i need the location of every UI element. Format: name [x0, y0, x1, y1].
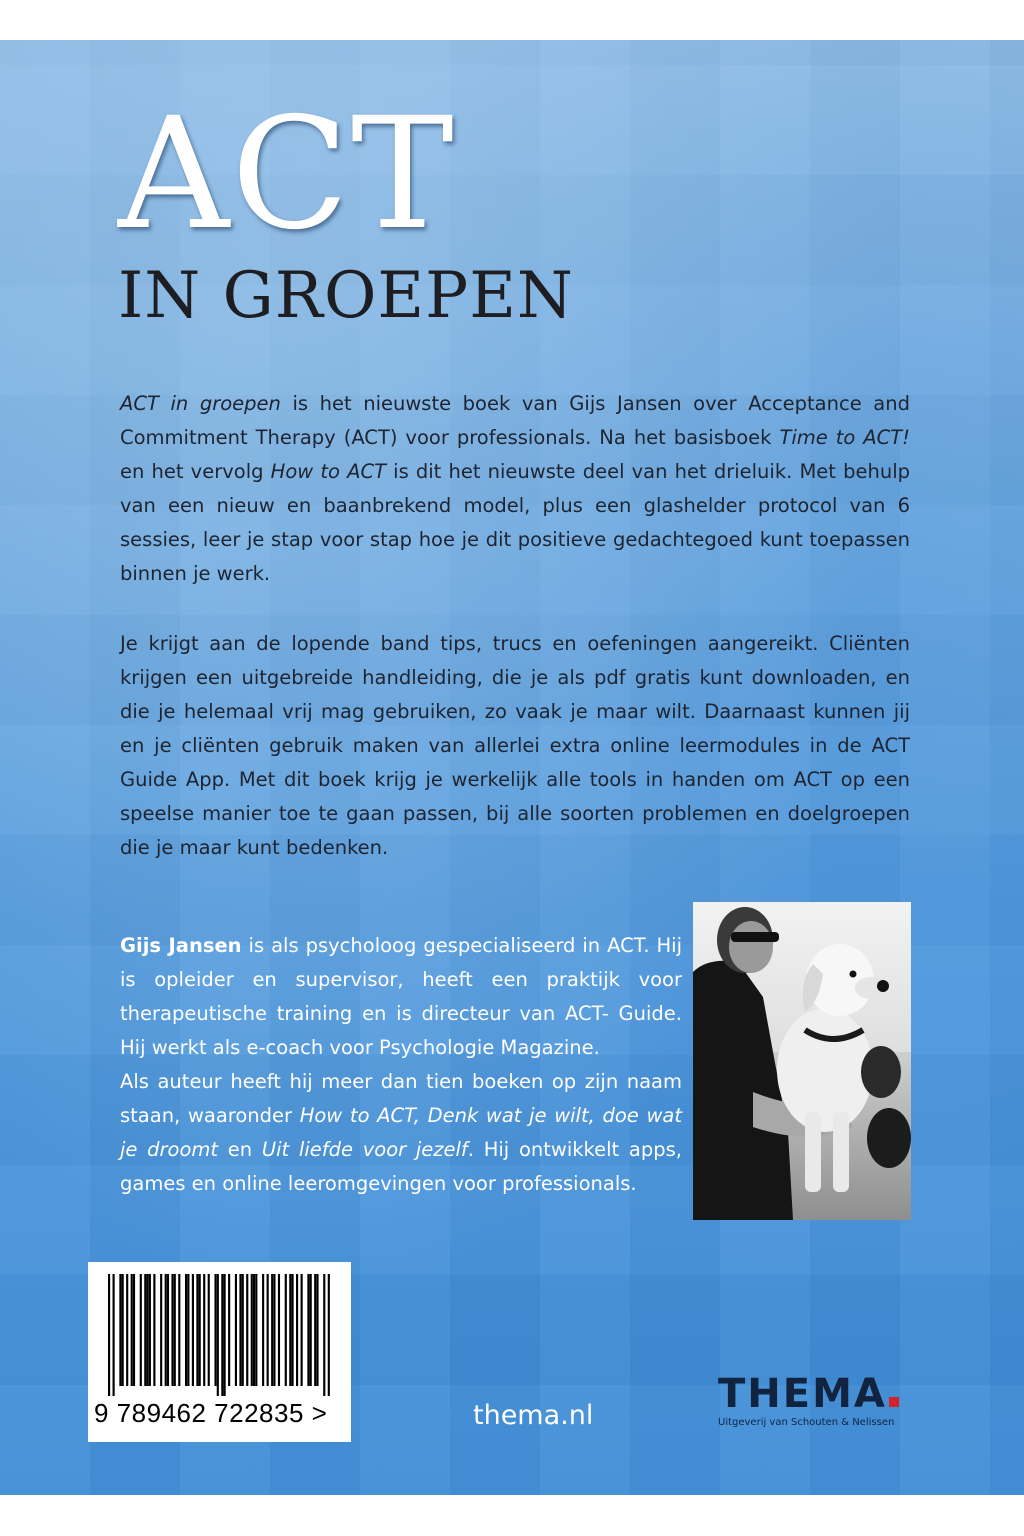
description-paragraph-2: Je krijgt aan de lopende band tips, trucs en oefeningen aangereikt. Cliënten krijgen een uitgebreide handleiding, die je als pdf gratis kunt downloaden, en die je helemaal vrij mag gebruiken, zo vaak je maar wilt. Daarnaast kunnen jij en je cliënten gebruik maken van allerlei extra online leermodules in de ACT Guide App. Met dit boek krijg je werkelijk alle tools in handen om ACT op een speelse manier toe te gaan passen, bij alle soorten problemen en doelgroepen die je maar kunt bedenken. [120, 632, 910, 859]
author-bio-text-b: Als auteur heeft hij meer dan tien boeken op zijn naam staan, waaronder [120, 1070, 682, 1127]
barcode-bar [199, 1274, 201, 1386]
cover-subtitle: IN GROEPEN [118, 259, 574, 333]
barcode-bar [323, 1274, 325, 1396]
barcode-bar [316, 1274, 318, 1386]
barcode-bar [144, 1274, 146, 1386]
barcode-bar [196, 1274, 198, 1386]
paragraph-1-text-b: en het vervolg [120, 460, 271, 483]
book-title-time-to-act: Time to ACT! [779, 426, 910, 449]
barcode-bar [291, 1274, 293, 1386]
barcode-bar [301, 1274, 303, 1386]
barcode-bar [171, 1274, 173, 1386]
barcode-bar [178, 1274, 180, 1386]
description-paragraph-1 [120, 387, 910, 591]
barcode-bar [246, 1274, 248, 1386]
barcode-bar [271, 1274, 273, 1386]
barcode-bar [307, 1274, 309, 1386]
barcode [88, 1262, 351, 1442]
author-bio-text-a: is als psycholoog gespecialiseerd in ACT. Hij is opleider en supervisor, heeft een praktijk voor therapeutische training en is directeur van ACT- Guide. Hij werkt als e-coach voor Psychologie Magazine. [120, 934, 682, 1059]
author-name: Gijs Jansen [120, 934, 242, 957]
cover-title: ACT [118, 85, 456, 264]
barcode-bar [122, 1274, 124, 1386]
barcode-bar [296, 1274, 298, 1386]
publisher-name: THEMA [718, 1371, 887, 1417]
barcode-bar [208, 1274, 210, 1386]
barcode-bar [149, 1274, 151, 1386]
author-book-title-2: Uit liefde voor jezelf [261, 1138, 468, 1161]
barcode-bar [153, 1274, 155, 1386]
barcode-bar [113, 1274, 115, 1396]
author-photo-illustration [693, 902, 911, 1220]
barcode-bar [253, 1274, 255, 1386]
author-bio [120, 929, 682, 1201]
barcode-bar [203, 1274, 205, 1386]
barcode-bar [310, 1274, 312, 1386]
barcode-bar [314, 1274, 316, 1386]
author-book-titles-1: How to ACT, Denk wat je wilt, doe wat je droomt [120, 1104, 683, 1161]
barcode-bar [255, 1274, 257, 1386]
barcode-bar [187, 1274, 189, 1386]
barcode-bar [167, 1274, 169, 1386]
barcode-bar [160, 1274, 162, 1386]
barcode-bar [273, 1274, 275, 1386]
author-with-dog-photo [693, 902, 911, 1220]
author-bio-text-c: en [218, 1138, 262, 1161]
barcode-bar [192, 1274, 194, 1386]
barcode-bar [140, 1274, 142, 1386]
barcode-bar [285, 1274, 287, 1386]
logo-dot-icon [889, 1397, 899, 1407]
publisher-website: thema.nl [473, 1400, 594, 1431]
barcode-bar [217, 1274, 219, 1396]
barcode-bar [278, 1274, 280, 1386]
book-title-how-to-act: How to ACT [270, 460, 386, 483]
barcode-bar [108, 1274, 110, 1396]
paragraph-1-text-a: is het nieuwste boek van Gijs Jansen over Acceptance and Commitment Therapy (ACT) voor professionals. Na het basisboek [120, 392, 910, 449]
barcode-bar [165, 1274, 167, 1386]
barcode-bar [214, 1274, 216, 1386]
barcode-bar [221, 1274, 223, 1396]
barcode-bar [131, 1274, 133, 1386]
barcode-bar [126, 1274, 128, 1386]
isbn-number: 9 789462 722835 > [94, 1398, 328, 1428]
barcode-bar [251, 1274, 253, 1386]
publisher-logo [718, 1371, 928, 1428]
barcode-bar [239, 1274, 241, 1386]
barcode-bar [328, 1274, 330, 1396]
barcode-bar [133, 1274, 135, 1386]
book-title-italic: ACT in groepen [120, 392, 281, 415]
barcode-bar [119, 1274, 121, 1386]
barcode-bar [174, 1274, 176, 1386]
barcode-bar [224, 1274, 226, 1396]
barcode-bar [228, 1274, 230, 1386]
barcode-bar [289, 1274, 291, 1386]
book-back-cover [0, 40, 1024, 1495]
paragraph-1-text-c: is dit het nieuwste deel van het drieluik. Met behulp van een nieuw en baanbrekend model, plus een glashelder protocol van 6 sessies, leer je stap voor stap hoe je dit positieve gedachtegoed kunt toepassen binnen je werk. [120, 460, 910, 585]
author-bio-text-d: . Hij ontwikkelt apps, games en online leeromgevingen voor professionals. [120, 1138, 682, 1195]
barcode-bar [235, 1274, 237, 1386]
barcode-bar [147, 1274, 149, 1386]
barcode-bar [242, 1274, 244, 1386]
publisher-tagline: Uitgeverij van Schouten & Nelissen [718, 1417, 895, 1428]
barcode-bars [108, 1274, 330, 1396]
barcode-bar [185, 1274, 187, 1386]
barcode-bar [267, 1274, 269, 1386]
barcode-bar [262, 1274, 264, 1386]
